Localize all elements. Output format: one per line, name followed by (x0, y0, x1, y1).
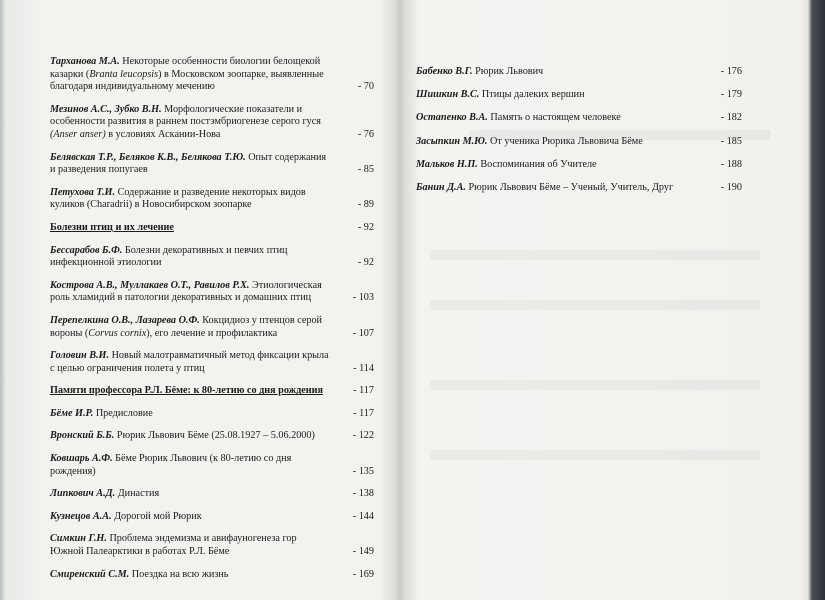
toc-title: Рюрик Львович (475, 66, 544, 77)
toc-page-number: - 76 (357, 128, 374, 140)
toc-title: Этиологическая роль хламидий в патологии декоративных и домашних птиц (50, 279, 322, 304)
toc-page-number: - 92 (357, 257, 374, 269)
toc-author: Головин В.И. (50, 350, 110, 362)
toc-title: Болезни декоративных и певчих птиц инфекционной этиологии (50, 244, 288, 269)
toc-title: Птицы далеких вершин (481, 89, 585, 101)
toc-title: Рюрик Львович Бёме – Ученый, Учитель, Друг (468, 181, 674, 193)
toc-page-number: - 107 (352, 327, 374, 339)
toc-author: Шишкин В.С. (416, 89, 480, 101)
toc-author: Тарханова М.А. (50, 56, 120, 67)
toc-title: Морфологические показатели и особенности развития в раннем постэмбриогенезе серого гуся (50, 103, 321, 128)
section-title: Памяти профессора Р.Л. Бёме: к 80-летию со дня рождения (50, 385, 323, 397)
toc-author: Смиренский С.М. (50, 568, 130, 580)
toc-author: Остапенко В.А. (416, 112, 488, 124)
toc-title: Предисловие (95, 407, 153, 419)
toc-title-rest: в условиях Аскании-Нова (105, 128, 221, 140)
toc-title: Опыт содержания и разведения попугаев (50, 151, 327, 176)
toc-entry (50, 511, 374, 524)
toc-entry (50, 187, 374, 212)
toc-entry (50, 488, 374, 501)
toc-page-number: - 138 (352, 488, 374, 500)
toc-section-heading (50, 222, 374, 235)
toc-entry (50, 430, 374, 443)
toc-title: Дорогой мой Рюрик (114, 510, 202, 522)
toc-title-latin: Branta leucopsis (89, 68, 159, 80)
show-through (430, 450, 760, 460)
toc-author: Липкович А.Д. (50, 488, 116, 500)
toc-title: Поездка на всю жизнь (131, 568, 229, 580)
toc-page-number: - 117 (353, 407, 374, 419)
toc-author: Перепелкина О.В., Лазарева О.Ф. (50, 314, 200, 326)
toc-entry (50, 104, 374, 142)
toc-entry (50, 245, 374, 270)
toc-entry (416, 89, 746, 102)
left-page-toc (50, 56, 374, 591)
toc-entry (50, 533, 374, 558)
toc-page-number: - 92 (357, 221, 374, 233)
toc-author: Мальков Н.П. (416, 158, 478, 170)
toc-entry (50, 350, 374, 375)
toc-author: Вронский Б.Б. (50, 430, 115, 442)
toc-entry (50, 315, 374, 340)
toc-title-rest: ), его лечение и профилактика (146, 327, 278, 339)
toc-entry (416, 182, 746, 195)
toc-author: Банин Д.А. (416, 181, 466, 193)
toc-section-heading (50, 385, 374, 398)
toc-title: От ученика Рюрика Львовича Бёме (490, 135, 643, 147)
toc-entry (416, 159, 746, 172)
toc-author: Петухова Т.И. (50, 186, 116, 198)
toc-page-number: - 179 (720, 89, 742, 101)
toc-page-number: - 122 (352, 430, 374, 442)
toc-entry (50, 152, 374, 177)
toc-entry (50, 408, 374, 421)
toc-title: Проблема эндемизма и авифауногенеза гор Южной Палеарктики в работах Р.Л. Бёме (50, 533, 297, 558)
toc-title: Рюрик Львович Бёме (25.08.1927 – 5.06.2000) (116, 430, 315, 442)
toc-title: Династия (117, 488, 160, 500)
toc-page-number: - 144 (352, 510, 374, 522)
show-through (430, 380, 760, 390)
toc-page-number: - 190 (720, 181, 742, 193)
toc-page-number: - 188 (720, 158, 742, 170)
toc-page-number: - 176 (720, 66, 742, 77)
toc-title-latin: (Anser anser) (50, 128, 106, 140)
section-title: Болезни птиц и их лечение (50, 221, 174, 233)
show-through (430, 300, 760, 310)
toc-page-number: - 103 (352, 292, 374, 304)
toc-entry (416, 66, 746, 79)
toc-entry (50, 56, 374, 94)
toc-author: Белявская Т.Р., Беляков К.В., Белякова Т.Ю. (50, 151, 246, 163)
toc-page-number: - 169 (352, 568, 374, 580)
toc-title-latin: Corvus cornix (88, 327, 147, 339)
toc-page-number: - 149 (352, 546, 374, 558)
toc-author: Мезинов А.С., Зубко В.Н. (50, 103, 162, 115)
toc-author: Бессарабов Б.Ф. (50, 244, 123, 256)
toc-title: Некоторые особенности биологии белощекой казарки ( (50, 56, 321, 80)
toc-author: Кузнецов А.А. (50, 510, 112, 522)
toc-entry (416, 112, 746, 125)
toc-title: Бёме Рюрик Львович (к 80-летию со дня рождения) (50, 453, 292, 477)
toc-title: Новый малотравматичный метод фиксации крыла с целью ограничения полета у птиц (50, 350, 329, 374)
toc-author: Кострова А.В., Муллакаев О.Т., Равилов Р.Х. (50, 279, 250, 291)
toc-page-number: - 185 (720, 135, 742, 147)
toc-page-number: - 85 (357, 164, 374, 176)
toc-page-number: - 114 (353, 362, 374, 374)
toc-page-number: - 70 (357, 81, 374, 93)
toc-author: Симкин Г.Н. (50, 533, 107, 545)
toc-author: Бабенко В.Г. (416, 66, 473, 77)
toc-title-rest: ) в Московском зоопарке, выявленные благодаря индивидуальному мечению (50, 68, 324, 93)
show-through (430, 250, 760, 260)
right-page-toc (416, 66, 746, 205)
toc-title: Содержание и разведение некоторых видов куликов (Charadrii) в Новосибирском зоопарке (50, 186, 306, 211)
toc-entry (50, 280, 374, 305)
toc-title: Воспоминания об Учителе (480, 158, 597, 170)
toc-page-number: - 182 (720, 112, 742, 124)
toc-author: Ковшарь А.Ф. (50, 453, 113, 465)
toc-author: Засыпкин М.Ю. (416, 135, 488, 147)
toc-entry (416, 136, 746, 149)
toc-title: Память о настоящем человеке (490, 112, 621, 124)
toc-page-number: - 135 (352, 465, 374, 477)
toc-page-number: - 117 (353, 385, 374, 397)
toc-title: Кокцидиоз у птенцов серой вороны ( (50, 314, 323, 339)
toc-entry (50, 453, 374, 478)
toc-entry (50, 569, 374, 582)
toc-page-number: - 89 (357, 199, 374, 211)
toc-author: Бёме И.Р. (50, 407, 94, 419)
